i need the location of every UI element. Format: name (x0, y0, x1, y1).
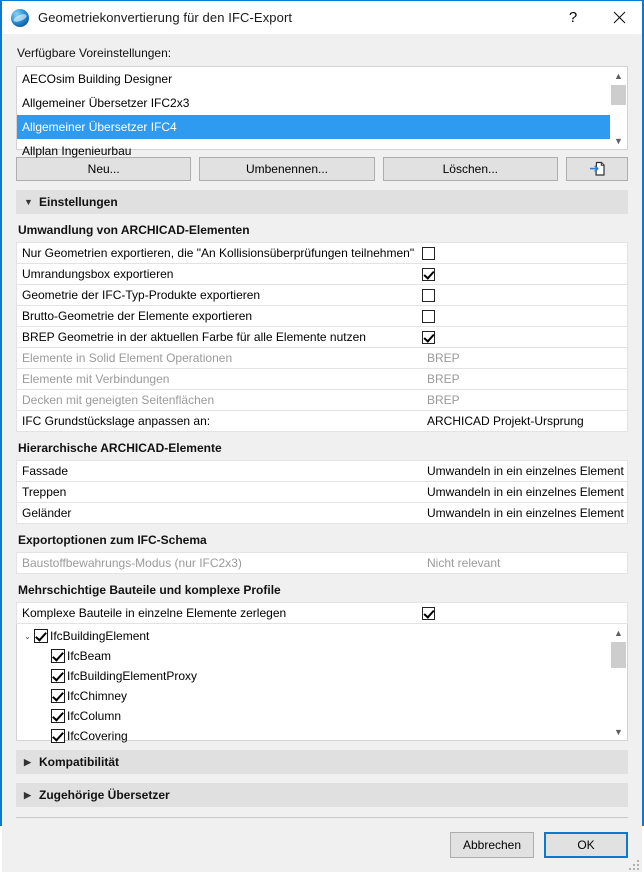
settings-panel (16, 214, 628, 741)
list-item[interactable]: AECOsim Building Designer (22, 72, 173, 86)
row-value[interactable]: Umwandeln in ein einzelnes Element (427, 464, 624, 478)
tree-node[interactable] (17, 646, 610, 666)
tree-checkbox[interactable] (51, 669, 65, 683)
tree-items (17, 624, 610, 743)
row-checkbox[interactable] (422, 247, 435, 260)
list-item[interactable]: Allgemeiner Übersetzer IFC2x3 (22, 96, 190, 110)
scrollbar-thumb[interactable] (611, 642, 626, 668)
row-value: Nicht relevant (427, 556, 501, 570)
table-row-disabled (17, 348, 627, 369)
row-value[interactable]: Umwandeln in ein einzelnes Element (427, 485, 624, 499)
dialog-body (2, 34, 642, 818)
row-checkbox[interactable] (422, 607, 435, 620)
tree-node-label: IfcChimney (67, 689, 128, 703)
row-label: Brutto-Geometrie der Elemente exportieren (22, 309, 253, 323)
group-title: Exportoptionen zum IFC-Schema (18, 533, 207, 547)
dialog-footer (2, 818, 642, 872)
row-value: BREP (427, 372, 460, 386)
tree-node[interactable] (17, 666, 610, 686)
table-row[interactable] (17, 503, 627, 524)
section-label: Kompatibilität (39, 755, 119, 769)
row-value: BREP (427, 351, 460, 365)
table-row[interactable] (17, 411, 627, 432)
tree-node[interactable] (17, 706, 610, 726)
tree-checkbox[interactable] (51, 689, 65, 703)
tree-checkbox[interactable] (51, 729, 65, 743)
rename-preset-button[interactable]: Umbenennen... (199, 157, 374, 181)
row-label: Umrandungsbox exportieren (22, 267, 174, 281)
tree-checkbox[interactable] (34, 629, 48, 643)
section-header-compatibility[interactable] (16, 750, 628, 774)
row-label: Elemente in Solid Element Operationen (22, 351, 233, 365)
row-label: Decken mit geneigten Seitenflächen (22, 393, 215, 407)
window-controls (550, 1, 642, 34)
tree-node-label: IfcBeam (67, 649, 112, 663)
window-title: Geometriekonvertierung für den IFC-Export (38, 10, 293, 25)
tree-checkbox[interactable] (51, 709, 65, 723)
table-row[interactable] (17, 461, 627, 482)
row-label: Geländer (22, 506, 72, 520)
tree-node-label: IfcBuildingElementProxy (67, 669, 198, 683)
table-row[interactable] (17, 264, 627, 285)
row-checkbox[interactable] (422, 289, 435, 302)
row-checkbox[interactable] (422, 331, 435, 344)
table-row[interactable] (17, 327, 627, 348)
presets-listbox[interactable] (16, 66, 628, 158)
scroll-down-icon[interactable]: ▼ (614, 726, 623, 737)
tree-scrollbar[interactable] (610, 624, 627, 740)
ok-button[interactable]: OK (544, 832, 628, 858)
row-checkbox[interactable] (422, 268, 435, 281)
tree-checkbox[interactable] (51, 649, 65, 663)
chevron-down-icon: ▼ (24, 196, 33, 207)
row-label: Geometrie der IFC-Typ-Produkte exportieren (22, 288, 261, 302)
row-label: Treppen (22, 485, 67, 499)
chevron-down-icon[interactable]: ⌄ (24, 631, 31, 641)
chevron-right-icon: ▶ (24, 789, 31, 800)
help-button[interactable]: ? (550, 1, 596, 34)
section-label: Einstellungen (39, 195, 118, 209)
tree-node[interactable] (17, 626, 610, 646)
section-header-settings[interactable] (16, 190, 628, 214)
tree-node-label: IfcBuildingElement (50, 629, 150, 643)
scroll-down-icon[interactable]: ▼ (614, 135, 623, 146)
tree-node[interactable] (17, 686, 610, 706)
close-icon[interactable] (596, 1, 642, 34)
row-label: Fassade (22, 464, 69, 478)
table-row-disabled (17, 553, 627, 574)
scroll-up-icon[interactable]: ▲ (614, 70, 623, 81)
row-label: Nur Geometrien exportieren, die "An Kollisionsüberprüfungen teilnehmen" (22, 246, 415, 260)
settings-table (16, 460, 628, 524)
presets-scrollbar[interactable] (610, 67, 627, 149)
section-header-related-translators[interactable] (16, 783, 628, 807)
scroll-up-icon[interactable]: ▲ (614, 627, 623, 638)
table-row[interactable] (17, 306, 627, 327)
presets-list-items (17, 67, 610, 158)
group-title: Mehrschichtige Bauteile und komplexe Profile (18, 583, 281, 597)
row-label: Komplexe Bauteile in einzelne Elemente zerlegen (22, 606, 287, 620)
tree-node-label: IfcCovering (67, 729, 128, 743)
group-title: Umwandlung von ARCHICAD-Elementen (18, 223, 250, 237)
table-row[interactable] (17, 285, 627, 306)
settings-table (16, 552, 628, 574)
chevron-right-icon: ▶ (24, 756, 31, 767)
list-item-selected[interactable]: Allgemeiner Übersetzer IFC4 (17, 115, 610, 139)
row-label: Baustoffbewahrungs-Modus (nur IFC2x3) (22, 556, 242, 570)
archicad-sphere-icon (11, 9, 29, 27)
row-value[interactable]: ARCHICAD Projekt-Ursprung (427, 414, 584, 428)
section-label: Zugehörige Übersetzer (39, 788, 170, 802)
table-row[interactable] (17, 603, 627, 624)
tree-node-label: IfcColumn (67, 709, 122, 723)
row-label: IFC Grundstückslage anpassen an: (22, 414, 211, 428)
delete-preset-button[interactable]: Löschen... (383, 157, 558, 181)
table-row-disabled (17, 369, 627, 390)
group-title: Hierarchische ARCHICAD-Elemente (18, 441, 222, 455)
table-row-disabled (17, 390, 627, 411)
row-label: Elemente mit Verbindungen (22, 372, 170, 386)
row-label: BREP Geometrie in der aktuellen Farbe für alle Elemente nutzen (22, 330, 366, 344)
settings-table (16, 602, 628, 624)
scrollbar-thumb[interactable] (611, 85, 626, 105)
cancel-button[interactable]: Abbrechen (450, 832, 534, 858)
row-value: BREP (427, 393, 460, 407)
tree-node[interactable] (17, 726, 610, 746)
list-item[interactable]: Allplan Ingenieurbau (22, 144, 132, 158)
table-row[interactable] (17, 243, 627, 264)
row-checkbox[interactable] (422, 310, 435, 323)
presets-label: Verfügbare Voreinstellungen: (17, 46, 172, 60)
table-row[interactable] (17, 482, 627, 503)
row-value[interactable]: Umwandeln in ein einzelnes Element (427, 506, 624, 520)
new-preset-button[interactable]: Neu... (16, 157, 191, 181)
title-bar (2, 1, 642, 34)
settings-table (16, 242, 628, 432)
resize-grip[interactable] (627, 858, 639, 870)
ifc-element-tree[interactable] (16, 624, 628, 741)
